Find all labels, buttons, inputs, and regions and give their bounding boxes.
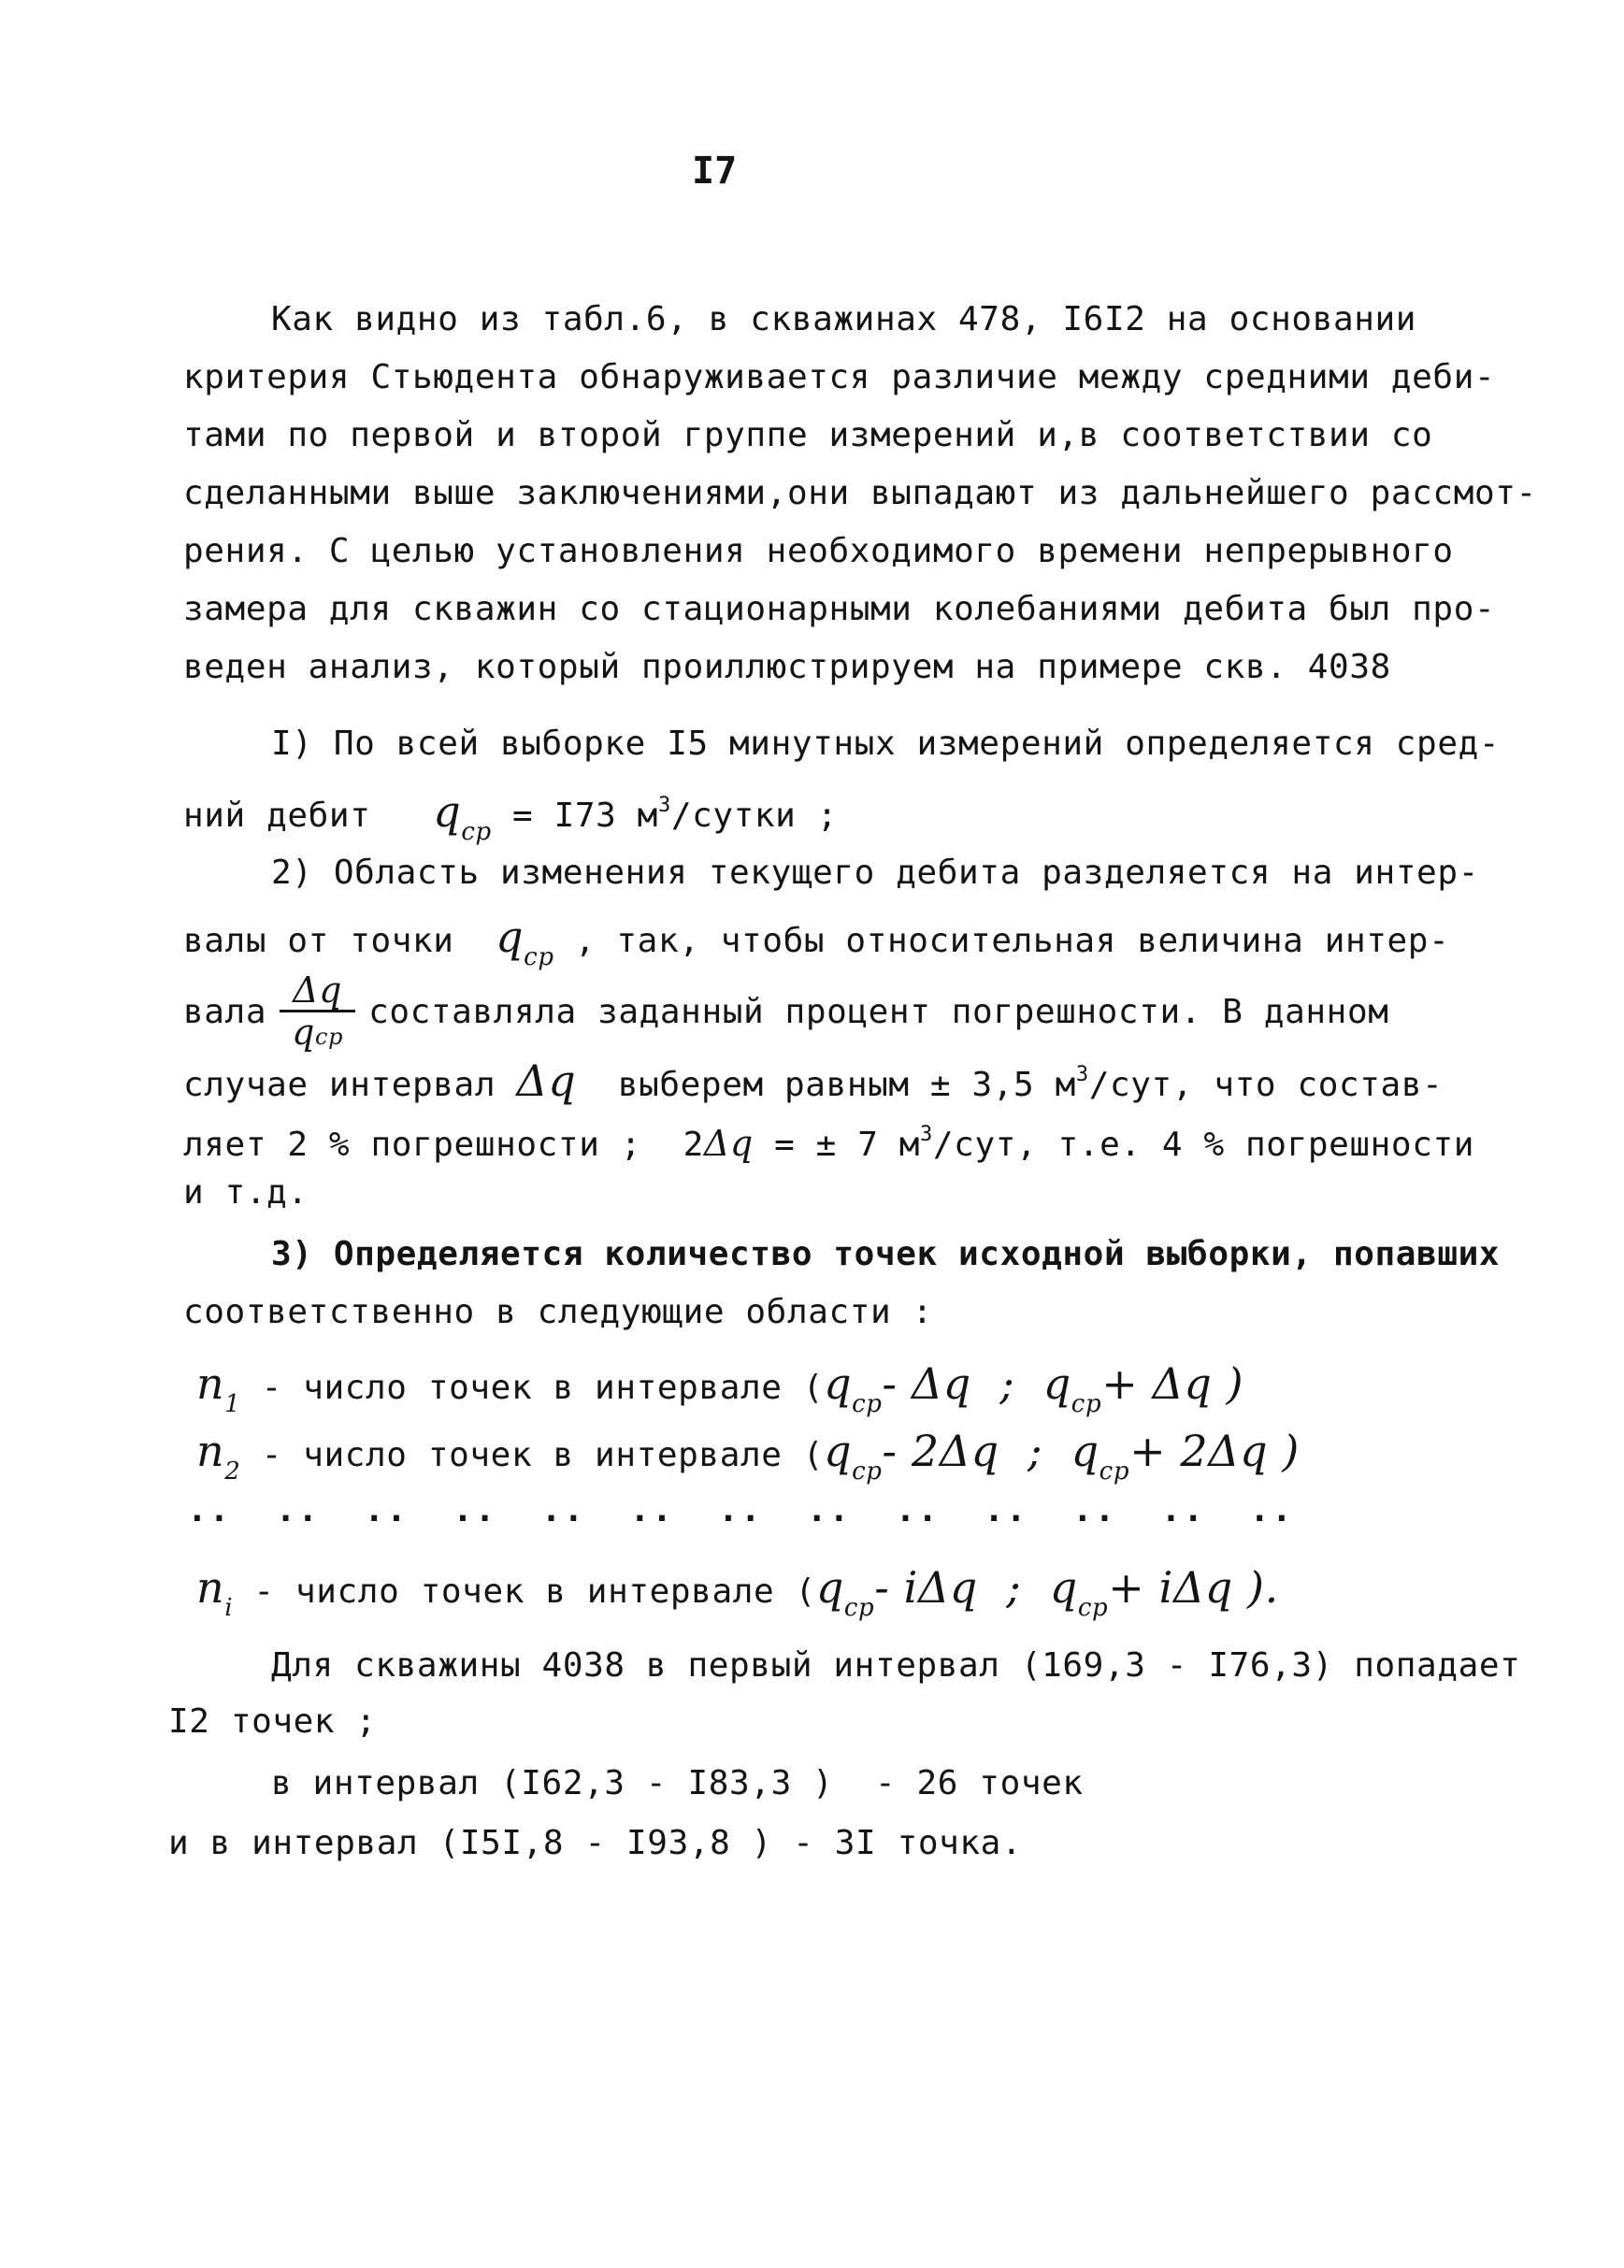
para1-line-3: тами по первой и второй группе измерений и,в соответствии со [183, 416, 1433, 454]
formula-op1-sub: ср [1077, 1594, 1109, 1622]
item2-line-5 [183, 1114, 1474, 1166]
item2-line-2 [183, 912, 1450, 978]
item2-text-h: ляет 2 % погрешности ; 2 [183, 1126, 704, 1164]
delta-q-symbol: Δq [516, 1055, 577, 1106]
para1-line-4: сделанными выше заключениями,они выпадают из дальнейшего рассмот- [183, 474, 1537, 512]
conclusion-line-2: I2 точек ; [168, 1702, 377, 1741]
formula-op1: - iΔq ; q [874, 1562, 1078, 1613]
formula-op1: - Δq ; q [882, 1358, 1071, 1409]
avg-rate-value: = I73 м [512, 797, 658, 835]
conclusion-line-4: и в интервал (I5I,8 - I93,8 ) - 3I точка. [168, 1824, 1023, 1862]
formula-q-sub: ср [843, 1594, 875, 1622]
q-avg-symbol: q [433, 786, 462, 837]
item2-text-e: случае интервал [183, 1066, 496, 1104]
n-symbol: n [196, 1562, 225, 1613]
formula-op1-sub: ср [1071, 1390, 1102, 1418]
item1-line-1: I) По всей выборке I5 минутных измерений определяется сред- [271, 725, 1501, 763]
para1-line-6: замера для скважин со стационарными колебаниями дебита был про- [183, 590, 1496, 628]
q-avg-subscript: ср [461, 818, 492, 846]
n-symbol: n [196, 1358, 225, 1409]
item2-text-d: составляла заданный процент погрешности. В данном [368, 993, 1389, 1031]
relative-interval-fraction [280, 969, 355, 1055]
formula-text: - число точек в интервале ( [240, 1369, 825, 1407]
page-number: I7 [692, 150, 738, 193]
para1-line-5: рения. С целью установления необходимого времени непрерывного [183, 532, 1454, 570]
formula-ni [196, 1562, 1279, 1629]
item3-line-2: соответственно в следующие области : [183, 1293, 933, 1331]
formula-op1-sub: ср [1099, 1457, 1130, 1486]
formula-op2: + Δq ) [1101, 1358, 1244, 1409]
unit-superscript-2: 3 [1075, 1063, 1089, 1086]
formula-q: q [824, 1426, 853, 1476]
n-symbol: n [196, 1426, 225, 1476]
item2-line-3 [183, 969, 1389, 1055]
unit-superscript-3: 3 [920, 1123, 933, 1146]
item1-line-2 [183, 785, 838, 853]
avg-rate-unit: /сутки ; [670, 797, 839, 835]
item1-text: ний дебит [183, 797, 371, 835]
formula-text: - число точек в интервале ( [233, 1572, 816, 1611]
unit-superscript: 3 [657, 794, 671, 817]
item3-line-1: 3) Определяется количество точек исходной выборки, попавших [271, 1235, 1501, 1273]
item2-line-1: 2) Область изменения текущего дебита разделяется на интер- [271, 854, 1479, 892]
q-avg-symbol-2: q [496, 912, 525, 962]
para1-line-2: критерия Стьюдента обнаруживается различие между средними деби- [183, 358, 1496, 396]
item2-line-6: и т.д. [183, 1173, 309, 1212]
formula-op2: + 2Δq ) [1129, 1426, 1300, 1476]
item2-text-a: валы от точки [183, 922, 454, 960]
formula-op2: + iΔq ). [1108, 1562, 1279, 1613]
item2-text-f: выберем равным ± 3,5 м [617, 1066, 1076, 1104]
formula-q-sub: ср [852, 1390, 883, 1418]
item2-text-g: /сут, что состав- [1088, 1066, 1444, 1104]
conclusion-line-1: Для скважины 4038 в первый интервал (169,3 - I76,3) попадает [271, 1646, 1521, 1685]
item2-text-c: вала [183, 993, 267, 1031]
item2-text-b: , так, чтобы относительная величина интер- [574, 922, 1450, 960]
q-avg-subscript-2: ср [524, 943, 554, 971]
n-subscript: 1 [224, 1390, 241, 1418]
n-subscript: 2 [224, 1457, 241, 1486]
item2-line-4 [183, 1055, 1443, 1106]
formula-text: - число точек в интервале ( [240, 1436, 825, 1474]
delta-q-symbol-2: Δq [703, 1123, 754, 1164]
para1-line-7: веден анализ, который проиллюстрируем на примере скв. 4038 [183, 648, 1391, 686]
formula-q-sub: ср [852, 1457, 883, 1486]
para1-line-1: Как видно из табл.6, в скважинах 478, I6I2 на основании [271, 300, 1417, 338]
formula-n1 [196, 1358, 1244, 1425]
formula-n2 [196, 1426, 1300, 1492]
fraction-numerator: Δq [280, 972, 355, 1012]
n-subscript: i [224, 1594, 234, 1622]
formula-q: q [824, 1358, 853, 1409]
formula-q: q [815, 1562, 844, 1613]
formula-op1: - 2Δq ; q [882, 1426, 1099, 1476]
item2-text-j: /сут, т.е. 4 % погрешности [932, 1126, 1475, 1164]
fraction-denominator: qср [292, 1012, 344, 1053]
ellipsis-row: .. .. .. .. .. .. .. .. .. .. .. .. .. [187, 1491, 1294, 1529]
conclusion-line-3: в интервал (I62,3 - I83,3 ) - 26 точек [271, 1764, 1084, 1802]
item2-text-i: = ± 7 м [774, 1126, 921, 1164]
